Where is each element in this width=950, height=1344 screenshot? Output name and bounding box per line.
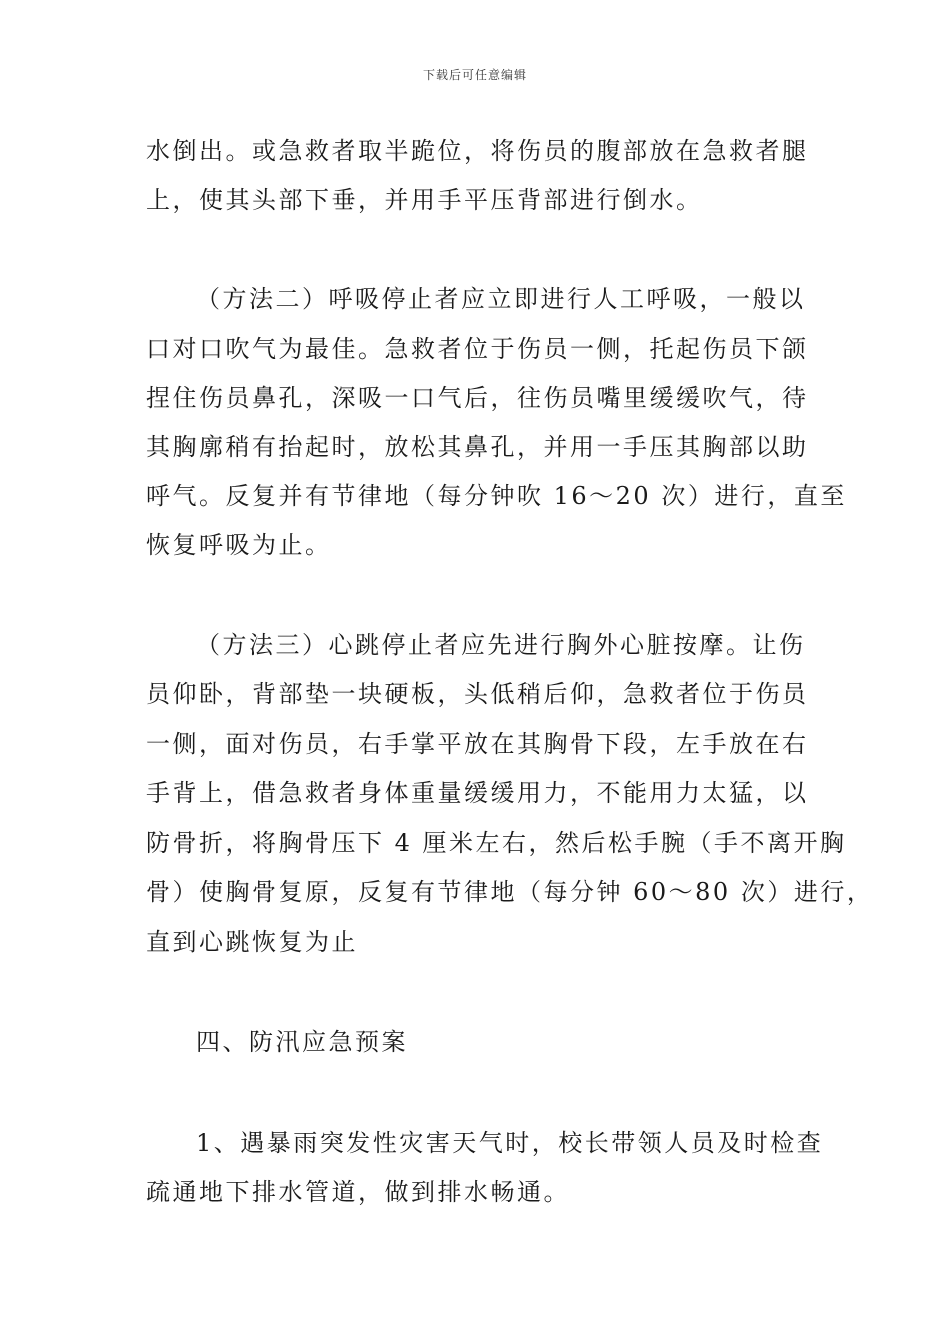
paragraph-5-line-1: 1、遇暴雨突发性灾害天气时，校长带领人员及时检查 [196,1129,824,1157]
paragraph-2-line-5: 呼气。反复并有节律地（每分钟吹 16～20 次）进行，直至 [146,482,847,510]
paragraph-2-line-3: 捏住伤员鼻孔，深吸一口气后，往伤员嘴里缓缓吹气，待 [146,384,809,412]
section-heading: 四、防汛应急预案 [196,1028,408,1056]
paragraph-2-line-2: 口对口吹气为最佳。急救者位于伤员一侧，托起伤员下颌 [146,335,809,363]
paragraph-3-line-3: 一侧，面对伤员，右手掌平放在其胸骨下段，左手放在右 [146,730,809,758]
paragraph-2-line-4: 其胸廓稍有抬起时，放松其鼻孔，并用一手压其胸部以助 [146,433,809,461]
paragraph-5-line-2: 疏通地下排水管道，做到排水畅通。 [146,1178,570,1206]
paragraph-3-line-6: 骨）使胸骨复原，反复有节律地（每分钟 60～80 次）进行， [146,878,874,906]
paragraph-2-line-6: 恢复呼吸为止。 [146,531,332,559]
paragraph-3-line-4: 手背上，借急救者身体重量缓缓用力，不能用力太猛，以 [146,779,809,807]
paragraph-1-line-2: 上，使其头部下垂，并用手平压背部进行倒水。 [146,186,703,214]
paragraph-3-line-1: （方法三）心跳停止者应先进行胸外心脏按摩。让伤 [196,631,806,659]
paragraph-3-line-7: 直到心跳恢复为止 [146,928,358,956]
paragraph-3-line-5: 防骨折，将胸骨压下 4 厘米左右，然后松手腕（手不离开胸 [146,829,847,857]
paragraph-1-line-1: 水倒出。或急救者取半跪位，将伤员的腹部放在急救者腿 [146,137,809,165]
paragraph-2-line-1: （方法二）呼吸停止者应立即进行人工呼吸，一般以 [196,285,806,313]
page-header: 下载后可任意编辑 [422,68,527,82]
paragraph-3-line-2: 员仰卧，背部垫一块硬板，头低稍后仰，急救者位于伤员 [146,680,809,708]
